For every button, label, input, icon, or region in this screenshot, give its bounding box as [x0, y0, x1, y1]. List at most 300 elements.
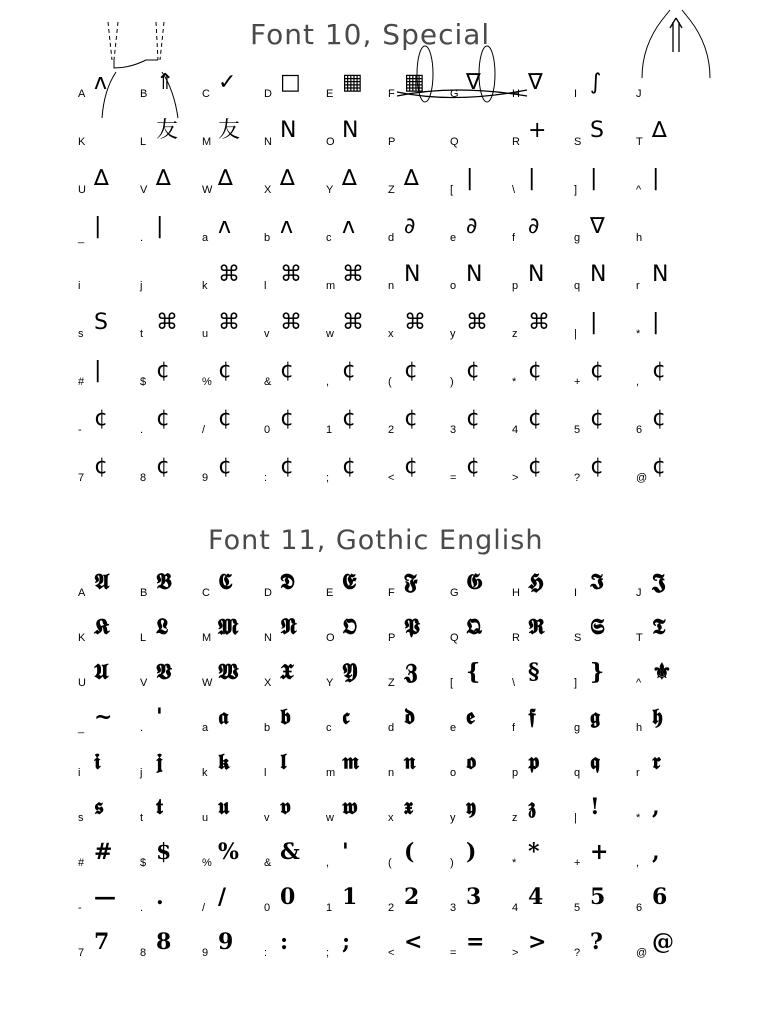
font10-cell-label: Q [450, 136, 459, 148]
font11-cell-label: i [78, 767, 81, 779]
font10-cell [632, 202, 694, 250]
font10-cell [632, 346, 694, 394]
font10-cell [260, 106, 322, 154]
font11-glyph-icon: 𝖐 [218, 749, 231, 775]
font10-glyph-icon: ¢ [94, 454, 108, 479]
font11-glyph-icon: 𝖎 [94, 749, 101, 775]
font10-glyph-icon: | [590, 310, 598, 335]
font10-cell-label: n [388, 280, 395, 292]
font10-glyph-icon: ¢ [156, 406, 170, 431]
font11-cell-label: t [140, 812, 144, 824]
font10-glyph-icon: ¢ [404, 358, 418, 383]
font10-glyph-icon: 友 [218, 118, 241, 143]
font10-cell [632, 250, 694, 298]
font10-glyph-icon: ¢ [342, 406, 356, 431]
font11-glyph-icon: : [280, 929, 289, 955]
font11-glyph-icon: 𝖗 [652, 749, 661, 775]
font10-cell [570, 442, 632, 490]
font11-cell [508, 740, 570, 785]
font10-glyph-icon: ʌ [94, 70, 108, 95]
font11-glyph-icon: ( [404, 839, 415, 865]
font11-glyph-icon: ) [466, 839, 477, 865]
font11-cell-label: = [450, 947, 457, 959]
font10-cell [570, 346, 632, 394]
font10-cell [322, 346, 384, 394]
font10-cell [384, 202, 446, 250]
font11-cell [74, 605, 136, 650]
font10-glyph-icon: ¢ [528, 454, 542, 479]
font10-cell [508, 442, 570, 490]
font11-cell-label: M [202, 632, 212, 644]
font11-cell-label: I [574, 587, 578, 599]
font10-cell [322, 154, 384, 202]
font11-glyph-icon: 𝕱 [404, 569, 418, 595]
font10-cell-label: 6 [636, 424, 643, 436]
font10-cell [384, 106, 446, 154]
font10-cell-label: E [326, 88, 334, 100]
font10-cell-label: ] [574, 184, 578, 196]
font10-cell-label: 2 [388, 424, 395, 436]
font11-cell-label: x [388, 812, 394, 824]
font11-cell [384, 740, 446, 785]
font10-cell-label: H [512, 88, 520, 100]
font11-cell [198, 560, 260, 605]
font11-cell-label: ^ [636, 677, 642, 689]
font11-cell-label: H [512, 587, 520, 599]
font10-glyph-icon: + [528, 118, 547, 143]
font10-cell [136, 58, 198, 106]
font11-glyph-icon: 𝖒 [342, 749, 360, 775]
font11-glyph-icon: # [94, 839, 113, 865]
font11-cell [322, 920, 384, 965]
font11-cell-label: # [78, 857, 85, 869]
font10-cell-label: _ [78, 232, 85, 244]
font11-glyph-icon: * [528, 839, 540, 865]
font11-cell [136, 560, 198, 605]
font10-glyph-icon: ∫ [590, 70, 602, 95]
font11-cell [260, 605, 322, 650]
font11-cell [570, 695, 632, 740]
font10-cell [74, 442, 136, 490]
font10-cell-label: m [326, 280, 336, 292]
font10-cell [74, 154, 136, 202]
font10-cell-label: T [636, 136, 643, 148]
font10-glyph-icon: ¢ [218, 454, 232, 479]
font10-glyph-icon: ∆ [652, 118, 667, 143]
font11-cell [508, 785, 570, 830]
font11-cell [508, 920, 570, 965]
font11-cell-label: ; [326, 947, 330, 959]
font11-cell-label: m [326, 767, 336, 779]
font11-glyph-icon: & [280, 839, 300, 865]
font11-cell-label: 5 [574, 902, 581, 914]
font10-cell [198, 202, 260, 250]
font11-cell [136, 695, 198, 740]
font10-glyph-icon: ¢ [590, 454, 604, 479]
font10-cell [198, 442, 260, 490]
font11-cell [260, 785, 322, 830]
font10-cell [632, 298, 694, 346]
font10-cell-label: G [450, 88, 459, 100]
font10-cell-label: . [140, 424, 144, 436]
font11-glyph-icon: 1 [342, 884, 358, 910]
font11-glyph-icon: 𝕼 [466, 614, 483, 640]
font11-cell-label: 1 [326, 902, 333, 914]
font10-cell [198, 58, 260, 106]
font11-cell [570, 830, 632, 875]
font10-glyph-icon: ¢ [652, 454, 666, 479]
font10-cell [136, 154, 198, 202]
font10-cell [198, 250, 260, 298]
font10-cell-label: , [636, 376, 640, 388]
font11-cell [136, 740, 198, 785]
font11-cell-label: & [264, 857, 272, 869]
font10-cell [570, 202, 632, 250]
font10-glyph-icon: ¢ [466, 454, 480, 479]
font10-cell [508, 298, 570, 346]
font10-glyph-icon: ¢ [342, 358, 356, 383]
font11-glyph-icon: + [590, 839, 609, 865]
font11-cell-label: v [264, 812, 270, 824]
font10-cell [446, 58, 508, 106]
font10-cell [632, 58, 694, 106]
font10-glyph-icon: ▦ [404, 70, 425, 95]
font11-cell-label: s [78, 812, 84, 824]
font11-cell [260, 650, 322, 695]
font10-cell-label: p [512, 280, 519, 292]
font11-glyph-icon: 5 [590, 884, 606, 910]
font10-cell-label: 7 [78, 472, 85, 484]
font10-glyph-icon: ¢ [590, 358, 604, 383]
font10-cell [136, 394, 198, 442]
font11-cell-label: e [450, 722, 457, 734]
font11-cell-label: W [202, 677, 213, 689]
font10-cell-label: W [202, 184, 213, 196]
font11-cell-label: ( [388, 857, 392, 869]
font11-glyph-icon: 9 [218, 929, 234, 955]
font10-cell [74, 298, 136, 346]
font10-glyph-icon: ¢ [466, 406, 480, 431]
font10-cell [136, 346, 198, 394]
font10-glyph-icon: N [280, 118, 297, 143]
font10-cell-label: U [78, 184, 86, 196]
font10-cell-label: = [450, 472, 457, 484]
font10-glyph-icon: ʌ [280, 214, 294, 239]
font11-cell [632, 875, 694, 920]
font11-cell-label: h [636, 722, 643, 734]
font10-glyph-icon: S [94, 310, 108, 335]
font10-cell-label: * [512, 376, 517, 388]
font11-cell [384, 560, 446, 605]
font11-glyph-icon: 3 [466, 884, 482, 910]
font11-cell [198, 605, 260, 650]
font10-glyph-icon: ⌘ [280, 262, 302, 287]
font10-glyph-icon: ¢ [528, 406, 542, 431]
font10-cell-label: c [326, 232, 332, 244]
font11-cell-label: * [636, 812, 641, 824]
font11-cell-label: n [388, 767, 395, 779]
font10-cell-label: < [388, 472, 395, 484]
font10-cell [322, 298, 384, 346]
font11-cell-label: , [326, 857, 330, 869]
font10-glyph-icon: | [528, 166, 536, 191]
font11-cell [260, 875, 322, 920]
font10-cell-label: Y [326, 184, 334, 196]
font11-cell [632, 920, 694, 965]
font11-glyph-icon: 𝕽 [528, 614, 545, 640]
font10-cell-label: ; [326, 472, 330, 484]
font10-cell-label: k [202, 280, 208, 292]
font11-glyph-icon: 2 [404, 884, 420, 910]
font10-glyph-icon: ⌘ [404, 310, 426, 335]
font10-cell [198, 346, 260, 394]
font11-cell [74, 695, 136, 740]
font11-cell [322, 830, 384, 875]
font10-glyph-icon: ¢ [652, 406, 666, 431]
font11-cell-label: R [512, 632, 520, 644]
font10-cell-label: , [326, 376, 330, 388]
font10-cell-label: ) [450, 376, 454, 388]
font10-cell [632, 154, 694, 202]
font11-cell-label: c [326, 722, 332, 734]
font10-glyph-icon: □ [280, 70, 301, 95]
font10-cell-label: l [264, 280, 267, 292]
font11-cell-label: O [326, 632, 335, 644]
font11-cell [198, 875, 260, 920]
font11-cell [446, 920, 508, 965]
font10-glyph-icon: ⌘ [218, 310, 240, 335]
font11-cell-label: b [264, 722, 271, 734]
font11-glyph-icon: } [590, 659, 605, 685]
font11-cell [632, 785, 694, 830]
font11-cell-label: . [140, 902, 144, 914]
font11-glyph-icon: 8 [156, 929, 172, 955]
font11-glyph-icon: 𝖊 [466, 704, 475, 730]
font10-cell-label: j [140, 280, 143, 292]
font10-glyph-icon: ¢ [218, 358, 232, 383]
font11-glyph-icon: 𝖍 [652, 704, 663, 730]
font10-glyph-icon: ∆ [404, 166, 419, 191]
font11-cell [446, 740, 508, 785]
font10-glyph-icon: ∇ [466, 70, 481, 95]
font10-cell [508, 154, 570, 202]
font10-cell [570, 250, 632, 298]
font11-cell [136, 920, 198, 965]
font10-glyph-icon: ⌘ [342, 262, 364, 287]
font11-glyph-icon: 𝖑 [280, 749, 287, 775]
font11-glyph-icon: — [94, 884, 116, 910]
font10-glyph-icon: S [590, 118, 604, 143]
font11-cell-label: C [202, 587, 210, 599]
font11-cell [136, 650, 198, 695]
font10-glyph-icon: ∂ [528, 214, 540, 239]
font10-glyph-icon: ¢ [342, 454, 356, 479]
font11-glyph-icon: { [466, 659, 481, 685]
font10-cell-label: h [636, 232, 643, 244]
font10-cell-label: B [140, 88, 148, 100]
font10-cell-label: % [202, 376, 212, 388]
font11-cell [632, 695, 694, 740]
font11-glyph-icon: 𝖃 [280, 659, 294, 685]
font11-cell-label: l [264, 767, 267, 779]
font10-cell-label: 0 [264, 424, 271, 436]
font11-cell [198, 920, 260, 965]
font10-cell-label: S [574, 136, 582, 148]
font10-glyph-icon: ∆ [94, 166, 109, 191]
font10-cell-label: e [450, 232, 457, 244]
font10-cell [322, 250, 384, 298]
font11-cell-label: \ [512, 677, 516, 689]
font11-glyph-icon: 𝖉 [404, 704, 416, 730]
font11-glyph-icon: ; [342, 929, 351, 955]
font11-cell-label: 6 [636, 902, 643, 914]
font10-cell [508, 250, 570, 298]
font11-cell-label: K [78, 632, 86, 644]
font11-glyph-icon: 𝕮 [218, 569, 233, 595]
font11-cell [508, 695, 570, 740]
font11-glyph-icon: 𝖏 [156, 749, 163, 775]
font10-cell-label: I [574, 88, 578, 100]
font11-cell-label: . [140, 722, 144, 734]
font10-cell-label: . [140, 232, 144, 244]
font10-cell-label: @ [636, 472, 648, 484]
font10-glyph-icon: ∇ [528, 70, 543, 95]
font10-glyph-icon: ¢ [156, 454, 170, 479]
font11-cell-label: p [512, 767, 519, 779]
font11-cell [322, 785, 384, 830]
font11-glyph-icon: / [218, 884, 227, 910]
font11-glyph-icon: 𝕷 [156, 614, 169, 640]
font11-cell-label: D [264, 587, 272, 599]
font11-title: Font 11, Gothic English [208, 525, 544, 556]
font10-glyph-icon: N [590, 262, 607, 287]
font10-glyph-icon: ʌ [218, 214, 232, 239]
font11-cell-label: U [78, 677, 86, 689]
font11-glyph-icon: 𝖓 [404, 749, 416, 775]
font11-cell [74, 650, 136, 695]
font10-cell-label: | [574, 328, 577, 340]
font11-cell-label: d [388, 722, 395, 734]
font10-cell-label: r [636, 280, 640, 292]
font11-cell [322, 695, 384, 740]
font11-glyph-icon: 𝕳 [528, 569, 544, 595]
font11-cell [74, 560, 136, 605]
font10-glyph-icon: | [94, 358, 102, 383]
font11-glyph-icon: 𝕰 [342, 569, 357, 595]
font11-grid [74, 560, 694, 965]
font10-cell-label: K [78, 136, 86, 148]
font10-glyph-icon: | [590, 166, 598, 191]
font11-cell-label: o [450, 767, 457, 779]
font11-glyph-icon: 𝖂 [218, 659, 239, 685]
font11-cell [384, 830, 446, 875]
font10-cell [260, 442, 322, 490]
font10-cell [508, 58, 570, 106]
font11-glyph-icon: 𝖅 [404, 659, 418, 685]
font11-cell-label: / [202, 902, 206, 914]
font10-cell-label: z [512, 328, 518, 340]
font11-cell [136, 830, 198, 875]
font10-cell [322, 442, 384, 490]
font11-cell [570, 650, 632, 695]
font11-glyph-icon: 𝖝 [404, 794, 413, 820]
font11-glyph-icon: 𝖆 [218, 704, 229, 730]
font11-cell [508, 650, 570, 695]
font11-glyph-icon: 𝕿 [652, 614, 666, 640]
font11-cell-label: G [450, 587, 459, 599]
font11-cell [446, 605, 508, 650]
font11-cell-label: + [574, 857, 581, 869]
font11-glyph-icon: 𝖇 [280, 704, 291, 730]
font11-cell-label: f [512, 722, 516, 734]
font11-glyph-icon: 𝖟 [528, 794, 536, 820]
font11-glyph-icon: ? [590, 929, 603, 955]
font11-cell [632, 650, 694, 695]
font10-cell-label: P [388, 136, 396, 148]
font11-cell-label: Y [326, 677, 334, 689]
font10-glyph-icon: ¢ [652, 358, 666, 383]
font10-cell [446, 154, 508, 202]
font10-cell-label: D [264, 88, 272, 100]
font11-glyph-icon: 𝕻 [404, 614, 420, 640]
font11-cell-label: B [140, 587, 148, 599]
font11-cell [446, 830, 508, 875]
font10-glyph-icon: ⇑ [156, 70, 175, 95]
font10-glyph-icon: | [94, 214, 102, 239]
font10-cell-label: [ [450, 184, 454, 196]
font10-cell-label: C [202, 88, 210, 100]
font11-glyph-icon: ' [342, 839, 349, 865]
font11-glyph-icon: 6 [652, 884, 668, 910]
font10-cell-label: s [78, 328, 84, 340]
font11-cell-label: [ [450, 677, 454, 689]
font11-glyph-icon: 𝕺 [342, 614, 357, 640]
font10-cell [632, 442, 694, 490]
font10-cell [446, 106, 508, 154]
font11-cell-label: 3 [450, 902, 457, 914]
font11-cell [74, 785, 136, 830]
font11-cell [632, 740, 694, 785]
font11-cell-label: j [140, 767, 143, 779]
font10-cell [198, 106, 260, 154]
font11-cell-label: < [388, 947, 395, 959]
font11-glyph-icon: < [404, 929, 423, 955]
font10-cell [74, 394, 136, 442]
font10-cell-label: : [264, 472, 268, 484]
font11-cell-label: * [512, 857, 517, 869]
font10-cell [446, 298, 508, 346]
font10-cell-label: O [326, 136, 335, 148]
font10-cell-label: Z [388, 184, 395, 196]
font11-glyph-icon: 𝖙 [156, 794, 163, 820]
font11-cell [570, 605, 632, 650]
font10-glyph-icon: ⌘ [528, 310, 550, 335]
font10-cell-label: & [264, 376, 272, 388]
font10-glyph-icon: ∆ [342, 166, 357, 191]
font10-cell-label: X [264, 184, 272, 196]
font11-cell-label: ] [574, 677, 578, 689]
font11-glyph-icon: 4 [528, 884, 544, 910]
font11-cell-label: 4 [512, 902, 519, 914]
font10-cell [74, 58, 136, 106]
font10-cell [570, 298, 632, 346]
font11-cell-label: Q [450, 632, 459, 644]
font10-cell [260, 346, 322, 394]
font11-cell [322, 560, 384, 605]
font10-cell [136, 298, 198, 346]
font11-glyph-icon: 𝕾 [590, 614, 605, 640]
font10-glyph-icon: ✓ [218, 70, 237, 95]
